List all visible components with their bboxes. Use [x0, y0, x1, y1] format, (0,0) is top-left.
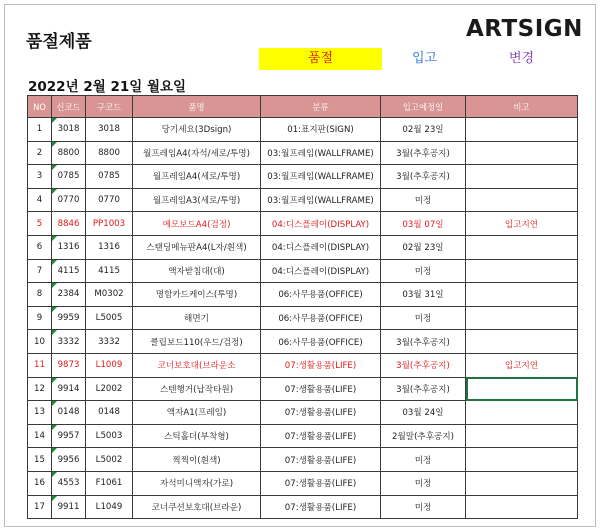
- cell-eta[interactable]: 02월 23일: [381, 235, 466, 259]
- cell-eta[interactable]: 미정: [381, 495, 466, 519]
- cell-new-code-value: 9959: [57, 313, 80, 324]
- table-row: [28, 377, 578, 401]
- cell-note[interactable]: [466, 424, 578, 448]
- cell-new-code[interactable]: [52, 165, 86, 189]
- number-as-text-flag-icon: [52, 378, 57, 383]
- col-header-category[interactable]: 분류: [261, 96, 381, 118]
- cell-category[interactable]: 06:사무용품(OFFICE): [261, 306, 381, 330]
- cell-category[interactable]: 06:사무용품(OFFICE): [261, 330, 381, 354]
- table-row-delayed: [28, 212, 578, 236]
- cell-name[interactable]: 명함카드케이스(투명): [133, 283, 261, 307]
- cell-name[interactable]: 월프레임A4(세로/투명): [133, 165, 261, 189]
- cell-new-code-value: 4115: [57, 265, 80, 276]
- number-as-text-flag-icon: [52, 260, 57, 265]
- cell-category[interactable]: 06:사무용품(OFFICE): [261, 283, 381, 307]
- number-as-text-flag-icon: [52, 189, 57, 194]
- cell-note[interactable]: 입고지연: [466, 353, 578, 377]
- cell-new-code-value: 3018: [57, 124, 80, 135]
- cell-new-code[interactable]: [52, 141, 86, 165]
- cell-no[interactable]: 13: [28, 401, 52, 425]
- col-header-name[interactable]: 품명: [133, 96, 261, 118]
- cell-eta[interactable]: 03월 07일: [381, 212, 466, 236]
- table-row: [28, 188, 578, 212]
- cell-name[interactable]: 찍찍이(흰색): [133, 448, 261, 472]
- cell-new-code-value: 3332: [57, 336, 80, 347]
- table-row: [28, 448, 578, 472]
- cell-new-code[interactable]: [52, 471, 86, 495]
- cell-note[interactable]: [466, 235, 578, 259]
- cell-eta[interactable]: 02월 23일: [381, 118, 466, 142]
- cell-no[interactable]: 11: [28, 353, 52, 377]
- cell-note[interactable]: [466, 448, 578, 472]
- number-as-text-flag-icon: [52, 401, 57, 406]
- number-as-text-flag-icon: [52, 330, 57, 335]
- cell-note[interactable]: [466, 188, 578, 212]
- cell-eta[interactable]: 미정: [381, 259, 466, 283]
- cell-eta[interactable]: 3월(추후공지): [381, 141, 466, 165]
- table-row: [28, 165, 578, 189]
- cell-name[interactable]: 스텐행거(납작타원): [133, 377, 261, 401]
- number-as-text-flag-icon: [52, 307, 57, 312]
- cell-eta[interactable]: 미정: [381, 448, 466, 472]
- cell-note[interactable]: [466, 401, 578, 425]
- cell-old-code[interactable]: PP1003: [86, 212, 133, 236]
- cell-new-code-value: 2384: [57, 289, 80, 300]
- table-row-delayed: [28, 353, 578, 377]
- cell-category[interactable]: 01:표지판(SIGN): [261, 118, 381, 142]
- cell-name[interactable]: 월프레임A3(세로/투명): [133, 188, 261, 212]
- cell-name[interactable]: 코너쿠션보호대(브라운): [133, 495, 261, 519]
- table-row: [28, 330, 578, 354]
- table-row: [28, 495, 578, 519]
- cell-old-code[interactable]: L1009: [86, 353, 133, 377]
- cell-no[interactable]: 9: [28, 306, 52, 330]
- cell-note[interactable]: [466, 495, 578, 519]
- table-row: [28, 306, 578, 330]
- number-as-text-flag-icon: [52, 472, 57, 477]
- cell-no[interactable]: 16: [28, 471, 52, 495]
- cell-no[interactable]: 1: [28, 118, 52, 142]
- number-as-text-flag-icon: [52, 283, 57, 288]
- cell-no[interactable]: 7: [28, 259, 52, 283]
- cell-category[interactable]: 04:디스플레이(DISPLAY): [261, 259, 381, 283]
- cell-new-code[interactable]: [52, 424, 86, 448]
- table-header-row: [28, 96, 578, 118]
- cell-new-code[interactable]: [52, 118, 86, 142]
- cell-new-code[interactable]: [52, 259, 86, 283]
- cell-name[interactable]: 액자A1(프레임): [133, 401, 261, 425]
- cell-no[interactable]: 14: [28, 424, 52, 448]
- cell-category[interactable]: 07:생활용품(LIFE): [261, 377, 381, 401]
- cell-category[interactable]: 07:생활용품(LIFE): [261, 353, 381, 377]
- sheet-title: 품절제품: [26, 32, 92, 52]
- cell-name[interactable]: 스틱홀더(부착형): [133, 424, 261, 448]
- cell-category[interactable]: 03:월프레임(WALLFRAME): [261, 141, 381, 165]
- table-row: [28, 401, 578, 425]
- cell-name[interactable]: 당기세요(3Dsign): [133, 118, 261, 142]
- cell-note[interactable]: 입고지연: [466, 212, 578, 236]
- table-row: [28, 259, 578, 283]
- table-row: [28, 235, 578, 259]
- cell-new-code[interactable]: [52, 188, 86, 212]
- cell-new-code-value: 9914: [57, 383, 80, 394]
- number-as-text-flag-icon: [52, 425, 57, 430]
- cell-category[interactable]: 03:월프레임(WALLFRAME): [261, 188, 381, 212]
- cell-no[interactable]: 10: [28, 330, 52, 354]
- report-date: 2022년 2월 21일 월요일: [28, 79, 187, 95]
- cell-new-code-value: 0785: [57, 171, 80, 182]
- cell-no[interactable]: 15: [28, 448, 52, 472]
- col-header-old-code[interactable]: 구코드: [86, 96, 133, 118]
- cell-no[interactable]: 2: [28, 141, 52, 165]
- cell-category[interactable]: 07:생활용품(LIFE): [261, 495, 381, 519]
- cell-note[interactable]: [466, 165, 578, 189]
- cell-new-code-value: 9957: [57, 431, 80, 442]
- cell-name[interactable]: 코너보호대(브라운소: [133, 353, 261, 377]
- cell-category[interactable]: 07:생활용품(LIFE): [261, 401, 381, 425]
- cell-eta[interactable]: 미정: [381, 471, 466, 495]
- cell-old-code[interactable]: L5005: [86, 306, 133, 330]
- col-header-no[interactable]: NO: [28, 96, 52, 118]
- cell-eta[interactable]: 03월 24일: [381, 401, 466, 425]
- cell-note[interactable]: [466, 330, 578, 354]
- cell-new-code[interactable]: [52, 306, 86, 330]
- cell-old-code[interactable]: L1049: [86, 495, 133, 519]
- cell-note[interactable]: [466, 283, 578, 307]
- cell-name[interactable]: 액자받침대(대): [133, 259, 261, 283]
- cell-name[interactable]: 메모보드A4(검정): [133, 212, 261, 236]
- col-header-new-code[interactable]: 신코드: [52, 96, 86, 118]
- cell-no[interactable]: 5: [28, 212, 52, 236]
- cell-new-code-value: 8800: [57, 147, 80, 158]
- cell-eta[interactable]: 3월(추후공지): [381, 377, 466, 401]
- cell-eta[interactable]: 3월(추후공지): [381, 330, 466, 354]
- number-as-text-flag-icon: [52, 448, 57, 453]
- cell-new-code-value: 4553: [57, 478, 80, 489]
- number-as-text-flag-icon: [52, 236, 57, 241]
- number-as-text-flag-icon: [52, 165, 57, 170]
- table-row: [28, 283, 578, 307]
- cell-old-code[interactable]: L2002: [86, 377, 133, 401]
- cell-no[interactable]: 3: [28, 165, 52, 189]
- table-row: [28, 141, 578, 165]
- cell-category[interactable]: 03:월프레임(WALLFRAME): [261, 165, 381, 189]
- cell-old-code[interactable]: 3332: [86, 330, 133, 354]
- cell-no[interactable]: 6: [28, 235, 52, 259]
- legend-changed: 변경: [508, 51, 535, 66]
- cell-new-code[interactable]: [52, 330, 86, 354]
- legend-stockin: 입고: [411, 51, 438, 66]
- cell-eta[interactable]: 3월(추후공지): [381, 353, 466, 377]
- cell-new-code-value: 9873: [57, 360, 80, 371]
- cell-new-code[interactable]: [52, 353, 86, 377]
- cell-category[interactable]: 07:생활용품(LIFE): [261, 448, 381, 472]
- cell-old-code[interactable]: 0148: [86, 401, 133, 425]
- number-as-text-flag-icon: [52, 142, 57, 147]
- cell-old-code[interactable]: 3018: [86, 118, 133, 142]
- cell-eta[interactable]: 미정: [381, 188, 466, 212]
- cell-no[interactable]: 4: [28, 188, 52, 212]
- cell-eta[interactable]: 3월(추후공지): [381, 165, 466, 189]
- cell-no[interactable]: 12: [28, 377, 52, 401]
- col-header-note[interactable]: 비고: [466, 96, 578, 118]
- cell-new-code-value: 9956: [57, 454, 80, 465]
- cell-name[interactable]: 스탠딩메뉴판A4(L자/흰색): [133, 235, 261, 259]
- cell-name[interactable]: 자석미니액자(가로): [133, 471, 261, 495]
- cell-note[interactable]: [466, 306, 578, 330]
- cell-new-code-value: 0148: [57, 407, 80, 418]
- cell-new-code-value: 8846: [57, 218, 80, 229]
- soldout-table: [27, 95, 578, 519]
- number-as-text-flag-icon: [52, 496, 57, 501]
- cell-no[interactable]: 8: [28, 283, 52, 307]
- number-as-text-flag-icon: [52, 118, 57, 123]
- cell-old-code[interactable]: L5002: [86, 448, 133, 472]
- cell-new-code-value: 9911: [57, 501, 80, 512]
- cell-new-code-value: 0770: [57, 195, 80, 206]
- cell-old-code[interactable]: 0785: [86, 165, 133, 189]
- cell-eta[interactable]: 03월 31일: [381, 283, 466, 307]
- cell-eta[interactable]: 2월말(추후공지): [381, 424, 466, 448]
- cell-new-code[interactable]: [52, 401, 86, 425]
- cell-note[interactable]: [466, 471, 578, 495]
- cell-old-code[interactable]: M0302: [86, 283, 133, 307]
- cell-note[interactable]: [466, 259, 578, 283]
- cell-category[interactable]: 07:생활용품(LIFE): [261, 471, 381, 495]
- cell-note[interactable]: [466, 141, 578, 165]
- cell-old-code[interactable]: 0770: [86, 188, 133, 212]
- cell-category[interactable]: 07:생활용품(LIFE): [261, 424, 381, 448]
- legend-soldout: 품절: [259, 48, 382, 70]
- cell-new-code-value: 1316: [57, 242, 80, 253]
- brand-logo: ARTSIGN: [466, 16, 583, 42]
- cell-name[interactable]: 클립보드110(우드/검정): [133, 330, 261, 354]
- cell-old-code[interactable]: 8800: [86, 141, 133, 165]
- table-row: [28, 471, 578, 495]
- cell-eta[interactable]: 미정: [381, 306, 466, 330]
- cell-name[interactable]: 월프레임A4(자석/세로/투명): [133, 141, 261, 165]
- cell-old-code[interactable]: 4115: [86, 259, 133, 283]
- cell-new-code[interactable]: [52, 212, 86, 236]
- table-row: [28, 424, 578, 448]
- cell-old-code[interactable]: F1061: [86, 471, 133, 495]
- cell-no[interactable]: 17: [28, 495, 52, 519]
- cell-new-code[interactable]: [52, 283, 86, 307]
- cell-name[interactable]: 해면기: [133, 306, 261, 330]
- cell-old-code[interactable]: 1316: [86, 235, 133, 259]
- table-row: [28, 118, 578, 142]
- cell-category[interactable]: 04:디스플레이(DISPLAY): [261, 212, 381, 236]
- cell-note-selected[interactable]: [466, 377, 578, 401]
- cell-note[interactable]: [466, 118, 578, 142]
- cell-new-code[interactable]: [52, 495, 86, 519]
- cell-new-code[interactable]: [52, 377, 86, 401]
- cell-category[interactable]: 04:디스플레이(DISPLAY): [261, 235, 381, 259]
- cell-new-code[interactable]: [52, 448, 86, 472]
- col-header-eta[interactable]: 입고예정일: [381, 96, 466, 118]
- cell-old-code[interactable]: L5003: [86, 424, 133, 448]
- cell-new-code[interactable]: [52, 235, 86, 259]
